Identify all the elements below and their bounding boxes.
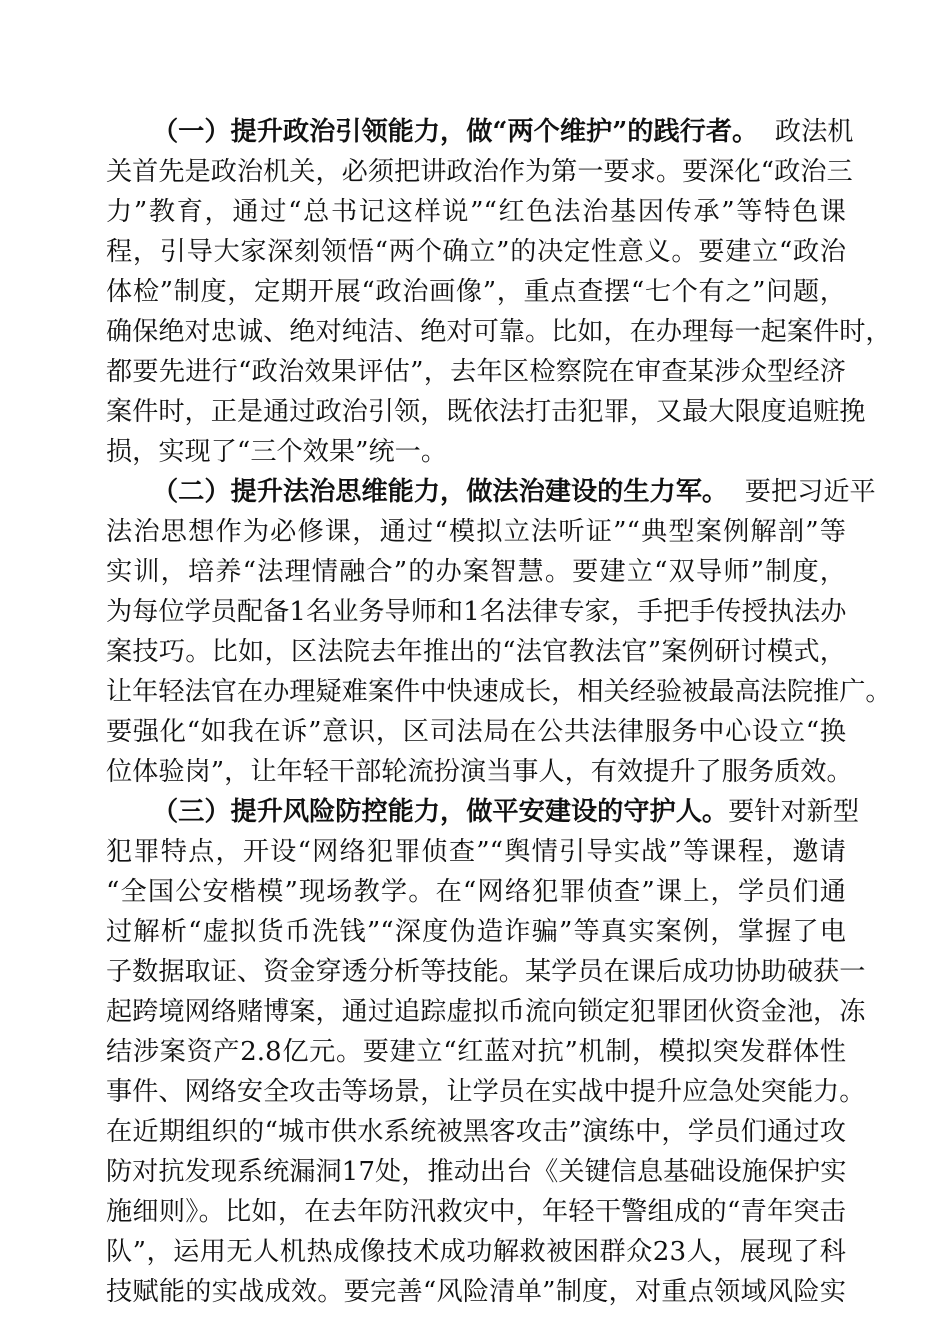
paragraph-3-line-2: 犯罪特点，开设“网络犯罪侦查”“舆情引导实战”等课程，邀请 — [106, 837, 846, 867]
paragraph-2-text: 要把习近平 — [728, 477, 876, 507]
paragraph-3-heading: （三）提升风险防控能力，做平安建设的守护人。 — [152, 796, 729, 827]
paragraph-2-line-3: 实训，培养“法理情融合”的办案智慧。要建立“双导师”制度， — [106, 557, 846, 587]
paragraph-2-line-6: 让年轻法官在办理疑难案件中快速成长，相关经验被最高法院推广。 — [106, 677, 892, 707]
paragraph-2-line-2: 法治思想作为必修课，通过“模拟立法听证”“典型案例解剖”等 — [106, 517, 846, 547]
paragraph-1-line-5: 体检”制度，定期开展“政治画像”，重点查摆“七个有之”问题， — [106, 277, 846, 307]
paragraph-2-line-8: 位体验岗”，让年轻干部轮流扮演当事人，有效提升了服务质效。 — [106, 757, 853, 787]
paragraph-1-line-9: 损，实现了“三个效果”统一。 — [106, 437, 448, 467]
paragraph-2-line-1 — [152, 472, 876, 512]
paragraph-1-line-6: 确保绝对忠诚、绝对纯洁、绝对可靠。比如，在办理每一起案件时， — [106, 317, 892, 347]
paragraph-3-line-6: 起跨境网络赌博案，通过追踪虚拟币流向锁定犯罪团伙资金池，冻 — [106, 997, 866, 1027]
paragraph-1-line-7: 都要先进行“政治效果评估”，去年区检察院在审查某涉众型经济 — [106, 357, 846, 387]
paragraph-3-line-8: 事件、网络安全攻击等场景，让学员在实战中提升应急处突能力。 — [106, 1077, 866, 1107]
paragraph-2-heading: （二）提升法治思维能力，做法治建设的生力军。 — [152, 476, 729, 507]
paragraph-3-line-10: 防对抗发现系统漏洞17处，推动出台《关键信息基础设施保护实 — [106, 1157, 847, 1187]
paragraph-1-line-1 — [152, 112, 854, 152]
paragraph-3-line-13: 技赋能的实战成效。要完善“风险清单”制度，对重点领域风险实 — [106, 1277, 846, 1307]
paragraph-3-line-9: 在近期组织的“城市供水系统被黑客攻击”演练中，学员们通过攻 — [106, 1117, 846, 1147]
paragraph-1-text: 政法机 — [758, 117, 854, 147]
paragraph-1-line-4: 程，引导大家深刻领悟“两个确立”的决定性意义。要建立“政治 — [106, 237, 846, 267]
paragraph-3-line-3: “全国公安楷模”现场教学。在“网络犯罪侦查”课上，学员们通 — [106, 877, 846, 907]
paragraph-2-line-7: 要强化“如我在诉”意识，区司法局在公共法律服务中心设立“换 — [106, 717, 846, 747]
paragraph-3-line-12: 队”，运用无人机热成像技术成功解救被困群众23人，展现了科 — [106, 1237, 846, 1267]
paragraph-3-line-11: 施细则》。比如，在去年防汛救灾中，年轻干警组成的“青年突击 — [106, 1197, 846, 1227]
paragraph-3-line-5: 子数据取证、资金穿透分析等技能。某学员在课后成功协助破获一 — [106, 957, 866, 987]
paragraph-1-heading: （一）提升政治引领能力，做“两个维护”的践行者。 — [152, 116, 759, 147]
paragraph-3-line-1 — [152, 792, 860, 832]
paragraph-3-text: 要针对新型 — [728, 797, 860, 827]
paragraph-2-line-4: 为每位学员配备1名业务导师和1名法律专家，手把手传授执法办 — [106, 597, 847, 627]
paragraph-1-line-3: 力”教育，通过“总书记这样说”“红色法治基因传承”等特色课 — [106, 197, 846, 227]
paragraph-2-line-5: 案技巧。比如，区法院去年推出的“法官教法官”案例研讨模式， — [106, 637, 846, 667]
paragraph-3-line-4: 过解析“虚拟货币洗钱”“深度伪造诈骗”等真实案例，掌握了电 — [106, 917, 846, 947]
paragraph-1-line-8: 案件时，正是通过政治引领，既依法打击犯罪，又最大限度追赃挽 — [106, 397, 866, 427]
paragraph-1-line-2: 关首先是政治机关，必须把讲政治作为第一要求。要深化“政治三 — [106, 157, 853, 187]
paragraph-3-line-7: 结涉案资产2.8亿元。要建立“红蓝对抗”机制，模拟突发群体性 — [106, 1037, 846, 1067]
